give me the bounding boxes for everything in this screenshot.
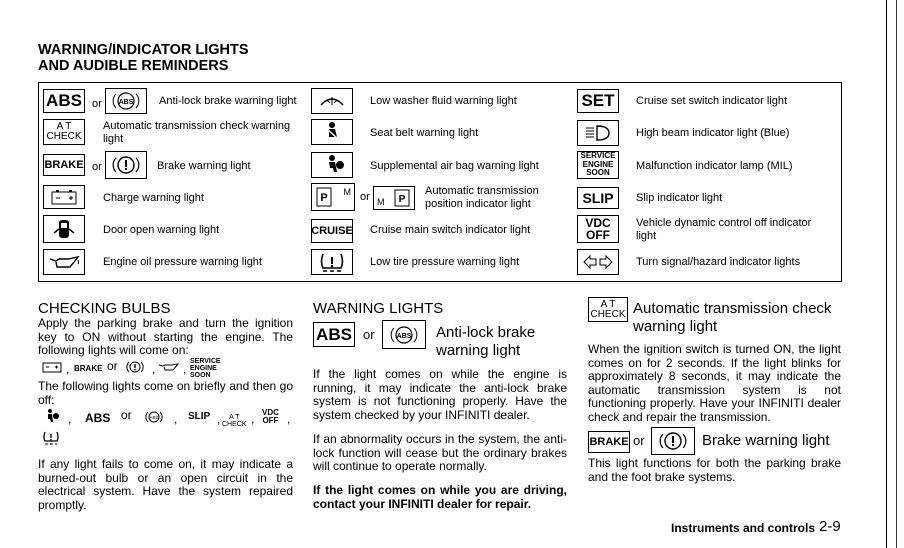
svg-text:P: P xyxy=(398,194,406,205)
at-check-icon: A T CHECK xyxy=(43,119,85,145)
vdc-off-icon: VDC OFF xyxy=(577,215,619,243)
at-position-m-icon: M P xyxy=(373,186,415,210)
warning-p3: If the light comes on while you are driving, contact your INFINITI dealer for repair. xyxy=(313,483,567,511)
checking-bulbs-p1: Apply the parking brake and turn the ignition key to ON without starting the engine. The following lights will come on: xyxy=(38,316,293,358)
brake-circle-icon xyxy=(126,359,144,375)
battery-icon xyxy=(42,361,62,373)
set-icon: SET xyxy=(577,89,619,113)
svg-text:ABS: ABS xyxy=(396,332,412,340)
at-check-icon: A T CHECK xyxy=(588,297,628,322)
bulbs-briefly-icons: , ABS or ABS , SLIP , A T CHECK , VDC OFF , xyxy=(38,408,298,448)
abs-icon: ABS xyxy=(43,89,85,113)
tire-pressure-icon xyxy=(311,249,353,275)
page-number: 2-9 xyxy=(819,518,841,535)
abs-icon: ABS xyxy=(85,411,111,425)
checking-bulbs-heading: CHECKING BULBS xyxy=(38,300,171,317)
door-open-icon xyxy=(43,215,85,243)
checking-bulbs-p3: If any light fails to come on, it may indicate a burned-out bulb or an open circuit in the electrical system. Have the system repaired promptly. xyxy=(38,457,293,512)
brake-warning-p: This light functions for both the parking brake and the foot brake systems. xyxy=(588,456,841,484)
brake-circle-icon xyxy=(105,151,147,179)
brake-warning-heading: Brake warning light xyxy=(702,432,830,449)
slip-icon: SLIP xyxy=(577,187,619,209)
indicator-table: ABS or ABS Anti-lock brake warning light A T CHECK Automatic transmission check warning light BRAKE or Brake warning light Charge warning light Door open warning light Engine oil pressure warning light Low washer fluid warning light Seat belt warning light Supplemental air bag warning light P M or M P Automatic transmission position indicator light CRUISE Cruise main switch indicator light Low tire pressure warning light SET Cruise set switch indicator light High beam indicator light (Blue) SERVICE ENGINE SOON Malfunction indicator lamp (MIL) SLIP Slip indicator light VDC OFF Vehicle dynamic control off indicator light Turn signal/hazard indicator lights xyxy=(38,82,842,282)
abs-circle-icon xyxy=(382,320,426,349)
oil-can-icon xyxy=(43,249,85,275)
brake-icon: BRAKE xyxy=(74,364,103,373)
turn-signal-icon xyxy=(577,249,619,275)
washer-fluid-icon xyxy=(311,88,353,114)
tire-pressure-icon xyxy=(42,430,60,446)
at-check-icon: A T CHECK xyxy=(222,414,247,428)
footer-section: Instruments and controls xyxy=(671,521,816,535)
checking-bulbs-p2: The following lights come on briefly and then go off: xyxy=(38,379,293,407)
warning-p1: If the light comes on while the engine is running, it may indicate the anti-lock brake system is not functioning properly. Have the system checked by your INFINITI dealer. xyxy=(313,367,567,422)
at-check-p1: When the ignition switch is turned ON, the light comes on for 2 seconds. If the light blinks for approximately 8 seconds, it may indicate the automatic transmission system is not functioning properly. Have your INFINITI dealer check and repair the transmission. xyxy=(588,342,841,424)
page-edge xyxy=(886,0,904,548)
bulbs-on-icons: , BRAKE or , , SERVICE ENGINE SOON xyxy=(38,358,293,378)
seat-belt-icon xyxy=(311,119,353,145)
brake-icon: BRAKE xyxy=(43,154,85,176)
abs-circle-icon xyxy=(145,409,163,425)
cruise-icon: CRUISE xyxy=(311,219,353,243)
abs-circle-icon xyxy=(105,88,147,114)
air-bag-icon xyxy=(311,152,353,178)
abs-warning-subheading: Anti-lock brake warning light xyxy=(436,324,536,359)
svg-text:P: P xyxy=(320,192,328,204)
service-engine-soon-icon: SERVICE ENGINE SOON xyxy=(190,358,221,379)
service-engine-soon-icon: SERVICE ENGINE SOON xyxy=(577,151,619,179)
oil-can-icon xyxy=(158,361,180,373)
at-check-heading: Automatic transmission check warning light xyxy=(633,300,832,335)
air-bag-icon xyxy=(42,408,60,424)
vdc-off-icon: VDC OFF xyxy=(262,408,279,425)
slip-icon: SLIP xyxy=(188,411,211,422)
high-beam-icon xyxy=(577,120,619,146)
svg-text:ABS: ABS xyxy=(149,415,159,420)
svg-text:ABS: ABS xyxy=(118,99,134,106)
page-title: WARNING/INDICATOR LIGHTS AND AUDIBLE REMINDERS xyxy=(38,42,249,74)
battery-icon xyxy=(43,185,85,209)
warning-p2: If an abnormality occurs in the system, the anti-lock function will cease but the ordinary brakes will continue to operate normally. xyxy=(313,432,567,474)
abs-icon: ABS xyxy=(313,322,355,347)
warning-lights-heading: WARNING LIGHTS xyxy=(313,300,444,317)
brake-icon: BRAKE xyxy=(588,431,630,453)
at-position-p-icon: P M xyxy=(311,183,355,211)
brake-circle-icon xyxy=(651,427,695,455)
